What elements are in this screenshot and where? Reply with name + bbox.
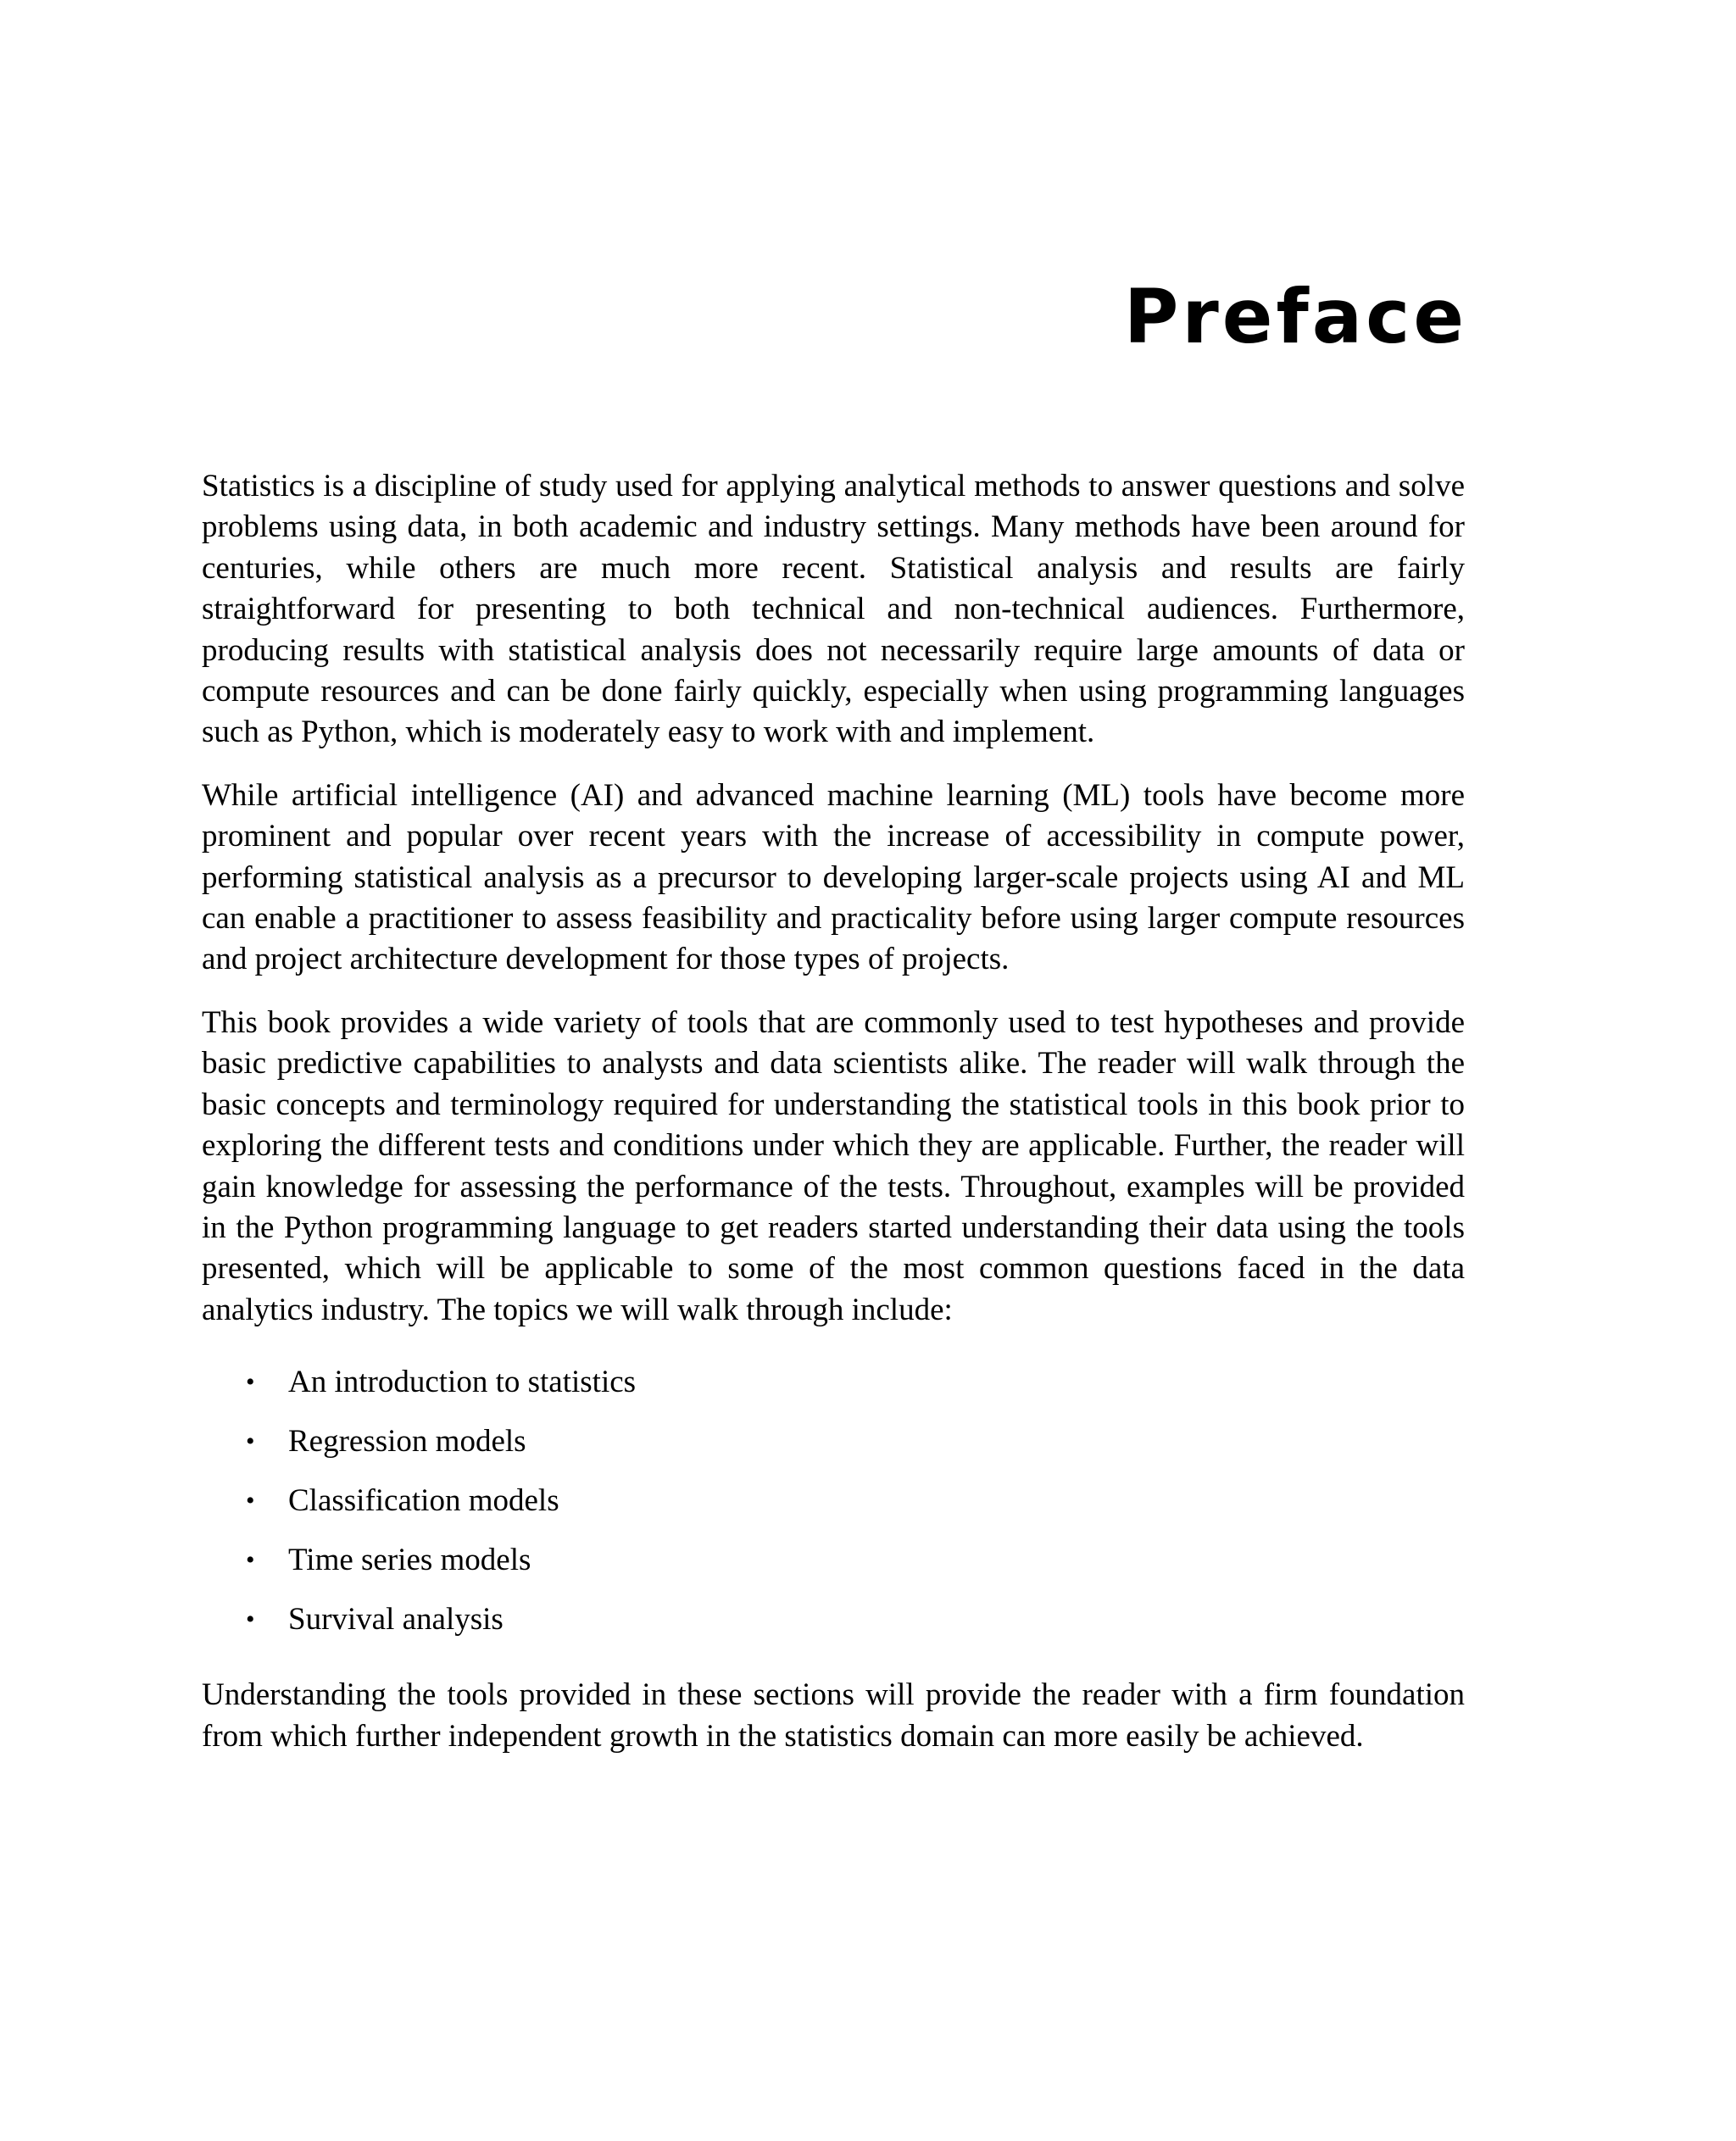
bullet-icon: • (246, 1427, 255, 1456)
list-item (202, 1353, 1465, 1412)
topic-list (202, 1353, 1465, 1649)
list-item (202, 1590, 1465, 1649)
topic-label: Survival analysis (288, 1602, 504, 1638)
bullet-icon: • (246, 1368, 255, 1397)
topic-label: An introduction to statistics (288, 1365, 637, 1400)
paragraph-ai-ml: While artificial intelligence (AI) and advanced machine learning (ML) tools have become more prominent and popular over recent years with the increase of accessibility in compute power, performing statistical analysis as a precursor to developing larger-scale projects using AI and ML can enable a practitioner to assess feasibility and practicality before using larger compute resources and project architecture development for those types of projects. (202, 777, 1465, 977)
paragraph-book-overview: This book provides a wide variety of tools that are commonly used to test hypotheses and provide basic predictive capabilities to analysts and data scientists alike. The reader will walk through the basic concepts and terminology required for understanding the statistical tools in this book prior to exploring the different tests and conditions under which they are applicable. Further, the reader will gain knowledge for assessing the performance of the tests. Throughout, examples will be provided in the Python programming language to get readers started understanding their data using the tools presented, which will be applicable to some of the most common questions faced in the data analytics industry. The topics we will walk through include: (202, 1004, 1465, 1327)
list-item (202, 1412, 1465, 1471)
page-title: Preface (1123, 273, 1467, 360)
topic-label: Classification models (288, 1483, 559, 1519)
topic-label: Time series models (288, 1543, 531, 1578)
list-item (202, 1471, 1465, 1531)
bullet-icon: • (246, 1487, 255, 1515)
paragraph-closing: Understanding the tools provided in these sections will provide the reader with a firm foundation from which further independent growth in the statistics domain can more easily be achieved. (202, 1677, 1465, 1754)
preface-body (202, 466, 1465, 1779)
bullet-icon: • (246, 1546, 255, 1575)
paragraph-intro: Statistics is a discipline of study used for applying analytical methods to answer questions and solve problems using data, in both academic and industry settings. Many methods have been around for centuries, while others are much more recent. Statistical analysis and results are fairly straightforward for presenting to both technical and non-technical audiences. Furthermore, producing results with statistical analysis does not necessarily require large amounts of data or compute resources and can be done fairly quickly, especially when using programming languages such as Python, which is moderately easy to work with and implement. (202, 469, 1465, 750)
list-item (202, 1531, 1465, 1590)
topic-label: Regression models (288, 1424, 526, 1460)
bullet-icon: • (246, 1605, 255, 1634)
